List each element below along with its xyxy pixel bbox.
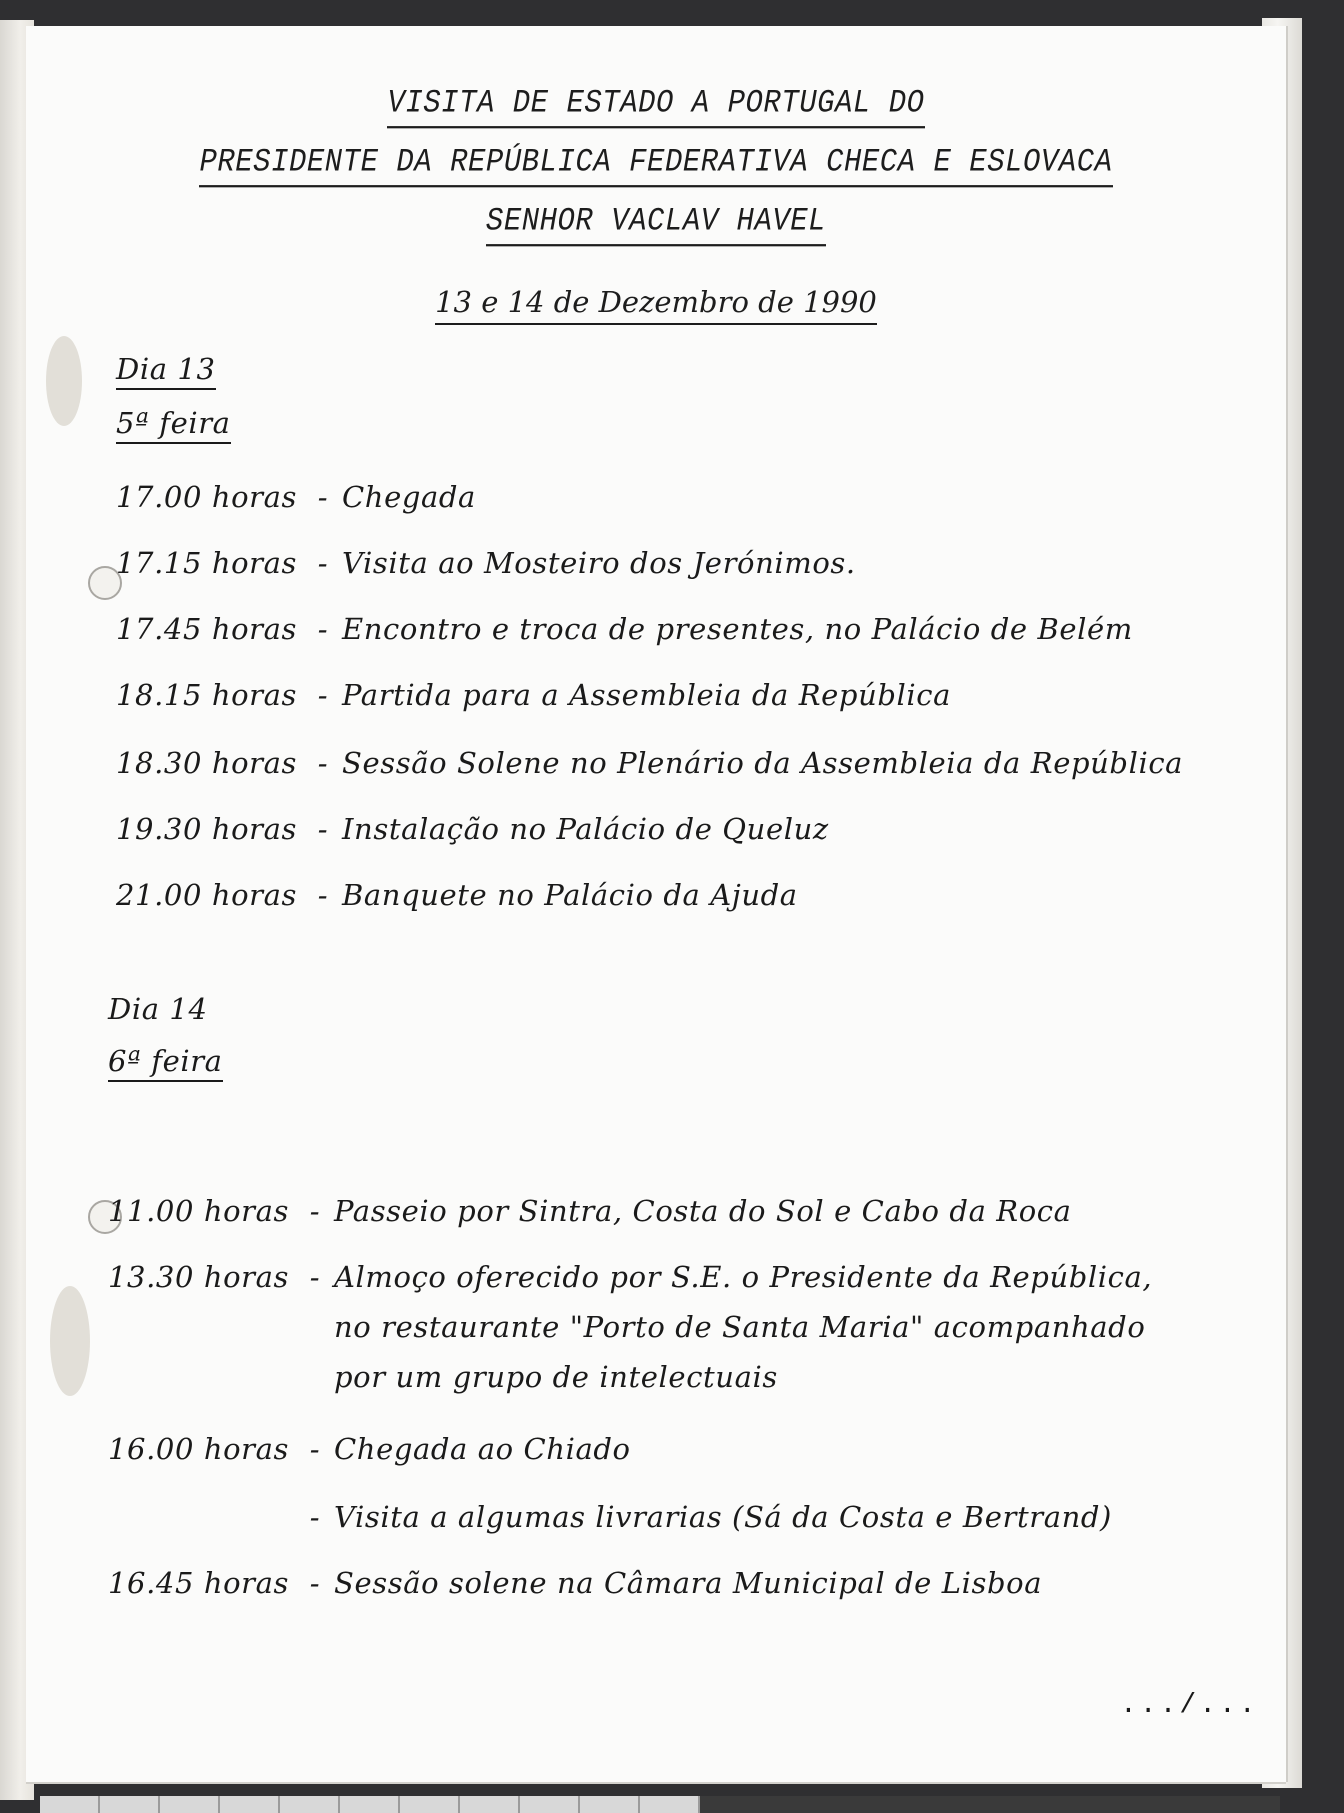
schedule-dash: -: [317, 612, 329, 646]
day-13-weekday: 5ª feira: [116, 406, 231, 444]
schedule-dash: -: [309, 1194, 321, 1228]
schedule-desc: Sessão solene na Câmara Municipal de Lisboa: [334, 1566, 1043, 1600]
schedule-dash: -: [317, 878, 329, 912]
schedule-time: 11.00 horas: [108, 1194, 290, 1228]
schedule-time: 17.15 horas: [116, 546, 298, 580]
schedule-row: [116, 670, 951, 720]
day-14-weekday: 6ª feira: [108, 1044, 223, 1082]
schedule-desc: Visita ao Mosteiro dos Jerónimos.: [342, 546, 856, 580]
schedule-dash: -: [317, 746, 329, 780]
schedule-time: 17.00 horas: [116, 480, 298, 514]
schedule-time: 18.15 horas: [116, 678, 298, 712]
schedule-time: 13.30 horas: [108, 1260, 290, 1294]
schedule-dash: -: [309, 1566, 321, 1600]
schedule-dash: -: [317, 480, 329, 514]
schedule-time: 19.30 horas: [116, 812, 298, 846]
schedule-row: [108, 1558, 1042, 1608]
schedule-desc: Sessão Solene no Plenário da Assembleia da República: [342, 746, 1184, 780]
schedule-time: 17.45 horas: [116, 612, 298, 646]
schedule-row: [116, 738, 1183, 788]
schedule-desc: Chegada ao Chiado: [334, 1432, 631, 1466]
schedule-row: [108, 1492, 1112, 1542]
schedule-dash: -: [317, 812, 329, 846]
title-line-2: PRESIDENTE DA REPÚBLICA FEDERATIVA CHECA E ESLOVACA: [199, 144, 1112, 188]
title-line-3: SENHOR VACLAV HAVEL: [486, 203, 826, 247]
schedule-time: 18.30 horas: [116, 746, 298, 780]
schedule-desc: Passeio por Sintra, Costa do Sol e Cabo da Roca: [334, 1194, 1072, 1228]
schedule-row: [108, 1186, 1072, 1236]
schedule-row: [116, 472, 476, 522]
schedule-desc: Banquete no Palácio da Ajuda: [342, 878, 798, 912]
document-title: [26, 80, 1286, 325]
schedule-dash: -: [309, 1500, 321, 1534]
schedule-desc: Chegada: [342, 480, 476, 514]
title-line-1: VISITA DE ESTADO A PORTUGAL DO: [387, 85, 924, 129]
schedule-row: [116, 538, 856, 588]
schedule-dash: -: [317, 546, 329, 580]
schedule-desc: Visita a algumas livrarias (Sá da Costa e Bertrand): [334, 1500, 1112, 1534]
schedule-time: 21.00 horas: [116, 878, 298, 912]
schedule-dash: -: [309, 1260, 321, 1294]
schedule-time: 16.00 horas: [108, 1432, 290, 1466]
schedule-row: [116, 804, 829, 854]
schedule-time: 16.45 horas: [108, 1566, 290, 1600]
continuation-mark: .../...: [1120, 1690, 1259, 1721]
paper-tear-mark: [46, 336, 82, 426]
schedule-row: [116, 870, 798, 920]
schedule-row: [108, 1424, 631, 1474]
day-14-heading: Dia 14: [108, 992, 208, 1026]
schedule-row: [108, 1252, 1152, 1402]
scan-ruler-dark: [700, 1796, 1280, 1813]
schedule-dash: -: [309, 1432, 321, 1466]
visit-dates: 13 e 14 de Dezembro de 1990: [435, 285, 877, 325]
paper-tear-mark: [50, 1286, 90, 1396]
schedule-desc: Partida para a Assembleia da República: [342, 678, 952, 712]
document-page: [26, 26, 1286, 1782]
schedule-desc: Encontro e troca de presentes, no Palácio de Belém: [342, 612, 1133, 646]
schedule-row: [116, 604, 1133, 654]
schedule-desc: Instalação no Palácio de Queluz: [342, 812, 829, 846]
schedule-desc: Almoço oferecido por S.E. o Presidente da República, no restaurante "Porto de Santa Maria" acompanhado por um grupo de intelectuais: [334, 1260, 1153, 1394]
day-13-heading: Dia 13: [116, 352, 216, 390]
schedule-dash: -: [317, 678, 329, 712]
